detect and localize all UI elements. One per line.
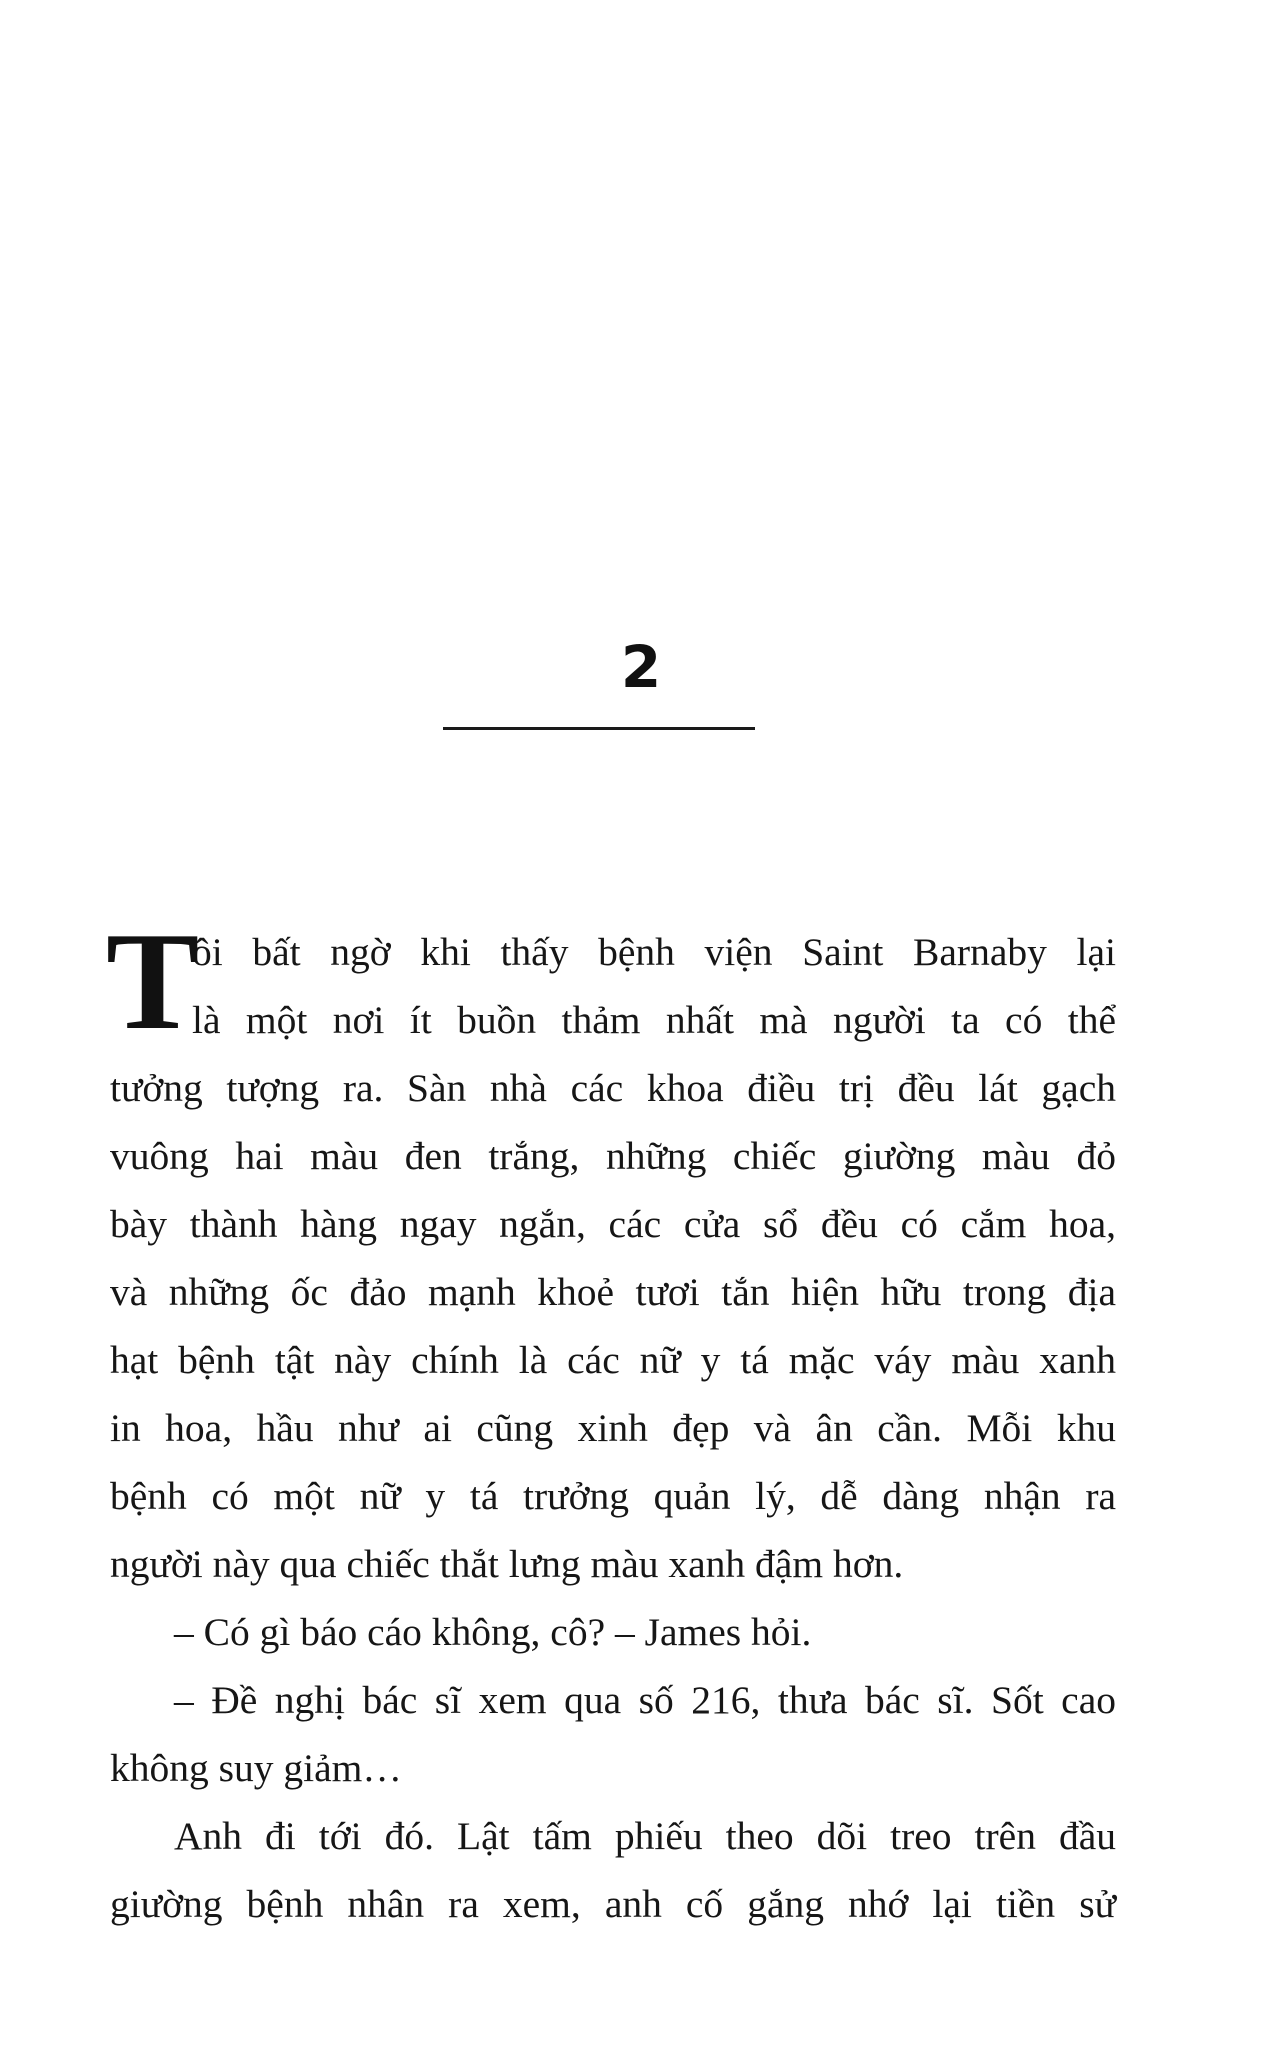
dialogue-line: – Có gì báo cáo không, cô? – James hỏi. bbox=[174, 1610, 812, 1654]
text-line: bệnh có một nữ y tá trưởng quản lý, dễ dàng nhận ra bbox=[110, 1474, 1116, 1518]
text-line: và những ốc đảo mạnh khoẻ tươi tắn hiện hữu trong địa bbox=[110, 1270, 1116, 1314]
chapter-number: 2 bbox=[620, 633, 662, 701]
text-line: bày thành hàng ngay ngắn, các cửa sổ đều có cắm hoa, bbox=[110, 1202, 1116, 1246]
paragraph-1 bbox=[106, 904, 1116, 1598]
paragraph-3 bbox=[110, 1666, 1116, 1802]
dialogue-line: – Đề nghị bác sĩ xem qua số 216, thưa bác sĩ. Sốt cao bbox=[174, 1678, 1116, 1722]
text-line: vuông hai màu đen trắng, những chiếc giường màu đỏ bbox=[110, 1134, 1116, 1178]
text-line: hạt bệnh tật này chính là các nữ y tá mặc váy màu xanh bbox=[110, 1338, 1116, 1382]
text-line: in hoa, hầu như ai cũng xinh đẹp và ân cần. Mỗi khu bbox=[110, 1406, 1116, 1450]
drop-cap: T bbox=[106, 904, 200, 1059]
text-line: giường bệnh nhân ra xem, anh cố gắng nhớ lại tiền sử bbox=[110, 1882, 1116, 1926]
text-line: Anh đi tới đó. Lật tấm phiếu theo dõi treo trên đầu bbox=[174, 1814, 1116, 1858]
text-line: là một nơi ít buồn thảm nhất mà người ta có thể bbox=[192, 998, 1116, 1042]
chapter-body bbox=[106, 904, 1116, 1938]
text-line: không suy giảm… bbox=[110, 1746, 402, 1790]
text-line: ôi bất ngờ khi thấy bệnh viện Saint Barnaby lại bbox=[192, 930, 1116, 974]
chapter-divider bbox=[443, 727, 755, 730]
text-line: người này qua chiếc thắt lưng màu xanh đậm hơn. bbox=[110, 1542, 904, 1586]
text-line: tưởng tượng ra. Sàn nhà các khoa điều trị đều lát gạch bbox=[110, 1066, 1116, 1110]
paragraph-4 bbox=[110, 1802, 1116, 1938]
paragraph-2 bbox=[110, 1598, 1116, 1666]
